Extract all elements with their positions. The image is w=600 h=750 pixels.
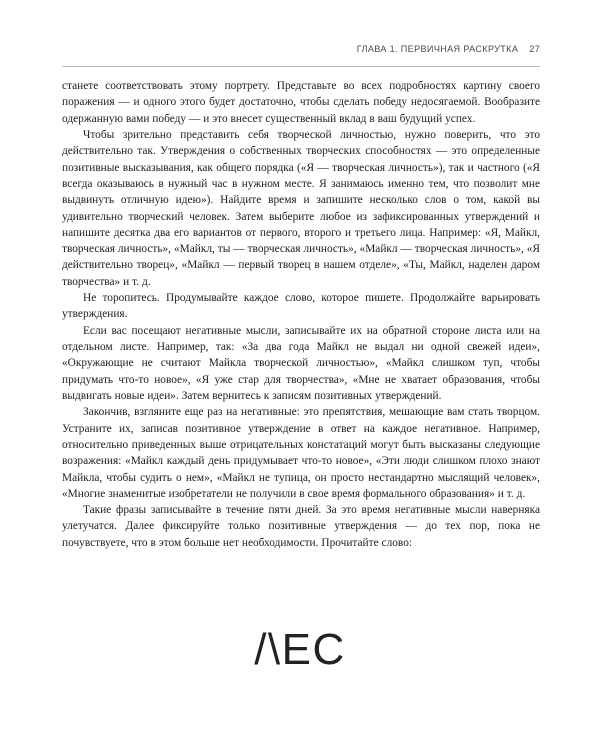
imprint-watermark: /\EC [254,625,346,674]
paragraph: Если вас посещают негативные мысли, записывайте их на обратной стороне листа или на отдельном листе. Например, так: «За два года Майкл не выдал ни одной свежей идеи», «Окружающие не считают Майкла творческой личностью», «Майкл слишком туп, чтобы придумать что-то новое», «Я уже стар для творчества», «Мне не хватает образования, чтобы выдвигать новые идеи». Затем вернитесь к записям позитивных утверждений. [62,324,540,402]
paragraph: Такие фразы записывайте в течение пяти дней. За это время негативные мысли наверняка улетучатся. Далее фиксируйте только позитивные утверждения — до тех пор, пока не почувствуете, что в этом больше нет необходимости. Прочитайте слово: [62,504,540,549]
paragraph: Чтобы зрительно представить себя творческой личностью, нужно поверить, что это действительно так. Утверждения о собственных творческих способностях — это определенные позитивные высказывания, как общего порядка («Я — творческая личность»), так и частного («Я всегда оказываюсь в нужный час в нужном месте. Я занимаюсь именно тем, что позволит мне выдвинуть отличную идею»). Найдите время и запишите несколько слов о том, какой вы удивительно творческий человек. Затем выберите любое из зафиксированных утверждений и напишите десятка два его вариантов от первого, второго и третьего лица. Например: «Я, Майкл, творческая личность», «Майкл, ты — творческая личность», «Майкл — творческая личность», «Я действительно творец», «Майкл — первый творец в нашем отделе», «Ты, Майкл, наделен даром творчества» и т. д. [62,128,540,288]
running-head-rule [62,66,540,67]
paragraph: Не торопитесь. Продумывайте каждое слово, которое пишете. Продолжайте варьировать утверждения. [62,292,540,321]
running-head [62,44,540,59]
body-text-block [62,78,540,551]
paragraph-continuation: станете соответствовать этому портрету. Представьте во всех подробностях картину своего поражения — и одного этого будет достаточно, чтобы сделать победу недосягаемой. Вообразите одержанную вами победу — и это внесет существенный вклад в ваш будущий успех. [62,80,540,125]
running-head-chapter-title: ГЛАВА 1. ПЕРВИЧНАЯ РАСКРУТКА [356,44,519,54]
page-number: 27 [529,44,540,54]
paragraph: Закончив, взгляните еще раз на негативные: это препятствия, мешающие вам стать творцом. Устраните их, записав позитивное утверждение в ответ на каждое негативное. Например, относительно приведенных выше отрицательных констатаций могут быть высказаны следующие возражения: «Майкл каждый день придумывает что-то новое», «Эти люди слишком плохо знают Майкла, чтобы судить о нем», «Майкл не тупица, он просто нестандартно мыслящий человек», «Многие знаменитые изобретатели не получили в свое время формального образования» и т. д. [62,406,540,500]
